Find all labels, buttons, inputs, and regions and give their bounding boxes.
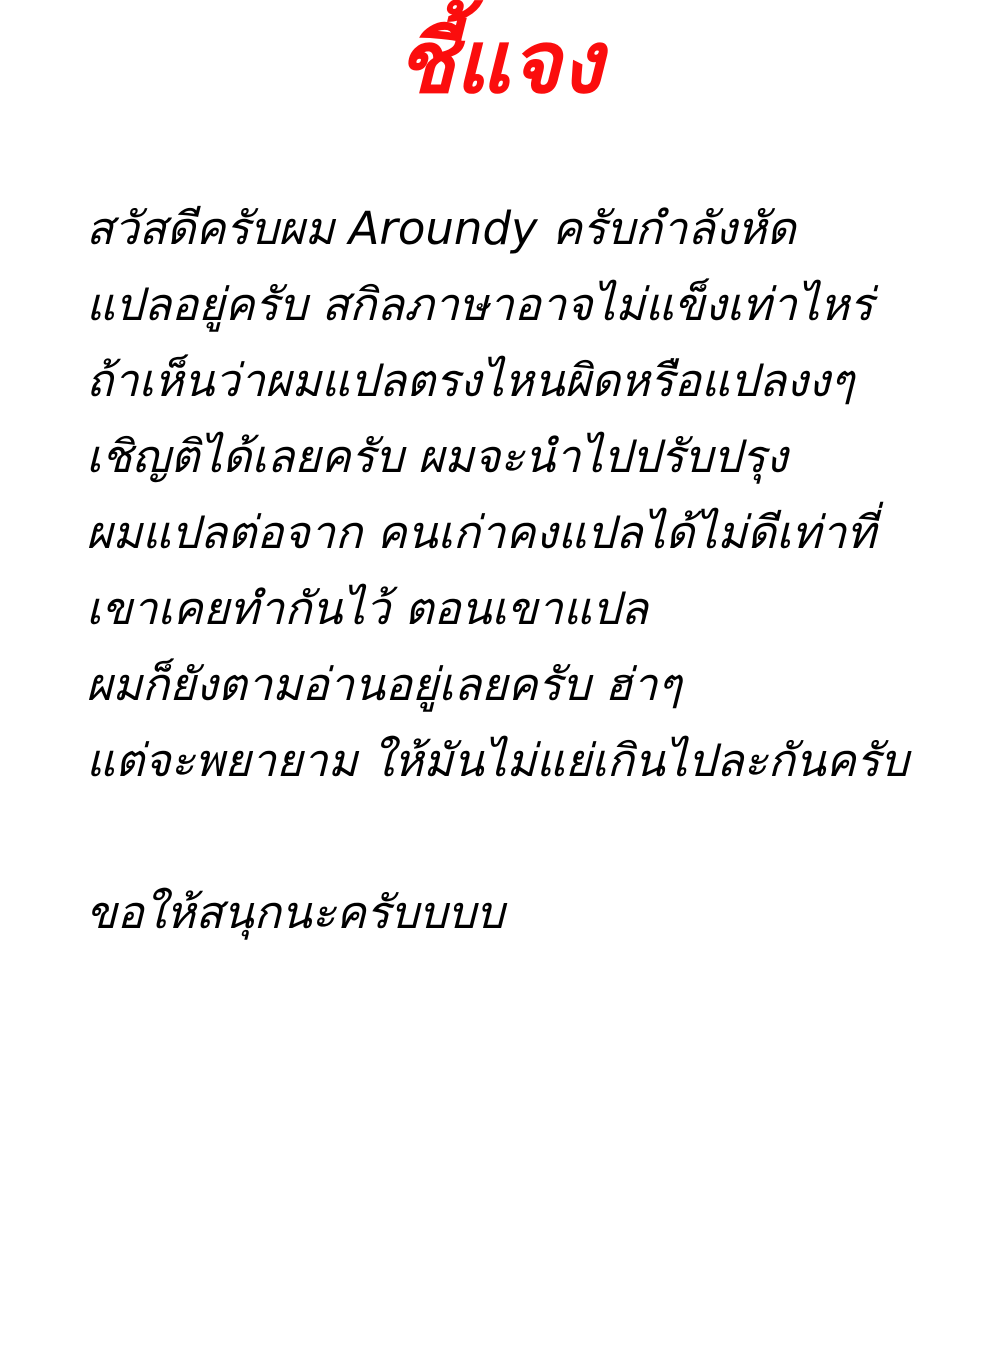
body-line: แต่จะพยายาม ให้มันไม่แย่เกินไปละกันครับ	[86, 733, 909, 787]
page-title: ชี้แจง	[396, 13, 603, 113]
body-line-closing: ขอให้สนุกนะครับบบบ	[86, 885, 505, 939]
document-body	[0, 113, 999, 951]
body-line: สวัสดีครับผม Aroundy ครับกำลังหัด	[86, 201, 796, 255]
body-line: เขาเคยทำกันไว้ ตอนเขาแปล	[86, 581, 648, 635]
body-line: ผมแปลต่อจาก คนเก่าคงแปลได้ไม่ดีเท่าที่	[86, 505, 876, 559]
body-line: แปลอยู่ครับ สกิลภาษาอาจไม่แข็งเท่าไหร่	[86, 277, 874, 331]
body-line: เชิญติได้เลยครับ ผมจะนำไปปรับปรุง	[86, 429, 788, 483]
body-line: ถ้าเห็นว่าผมแปลตรงไหนผิดหรือแปลงงๆ	[86, 353, 855, 407]
body-line-spacer	[86, 799, 929, 875]
body-line: ผมก็ยังตามอ่านอยู่เลยครับ ฮ่าๆ	[86, 657, 682, 711]
